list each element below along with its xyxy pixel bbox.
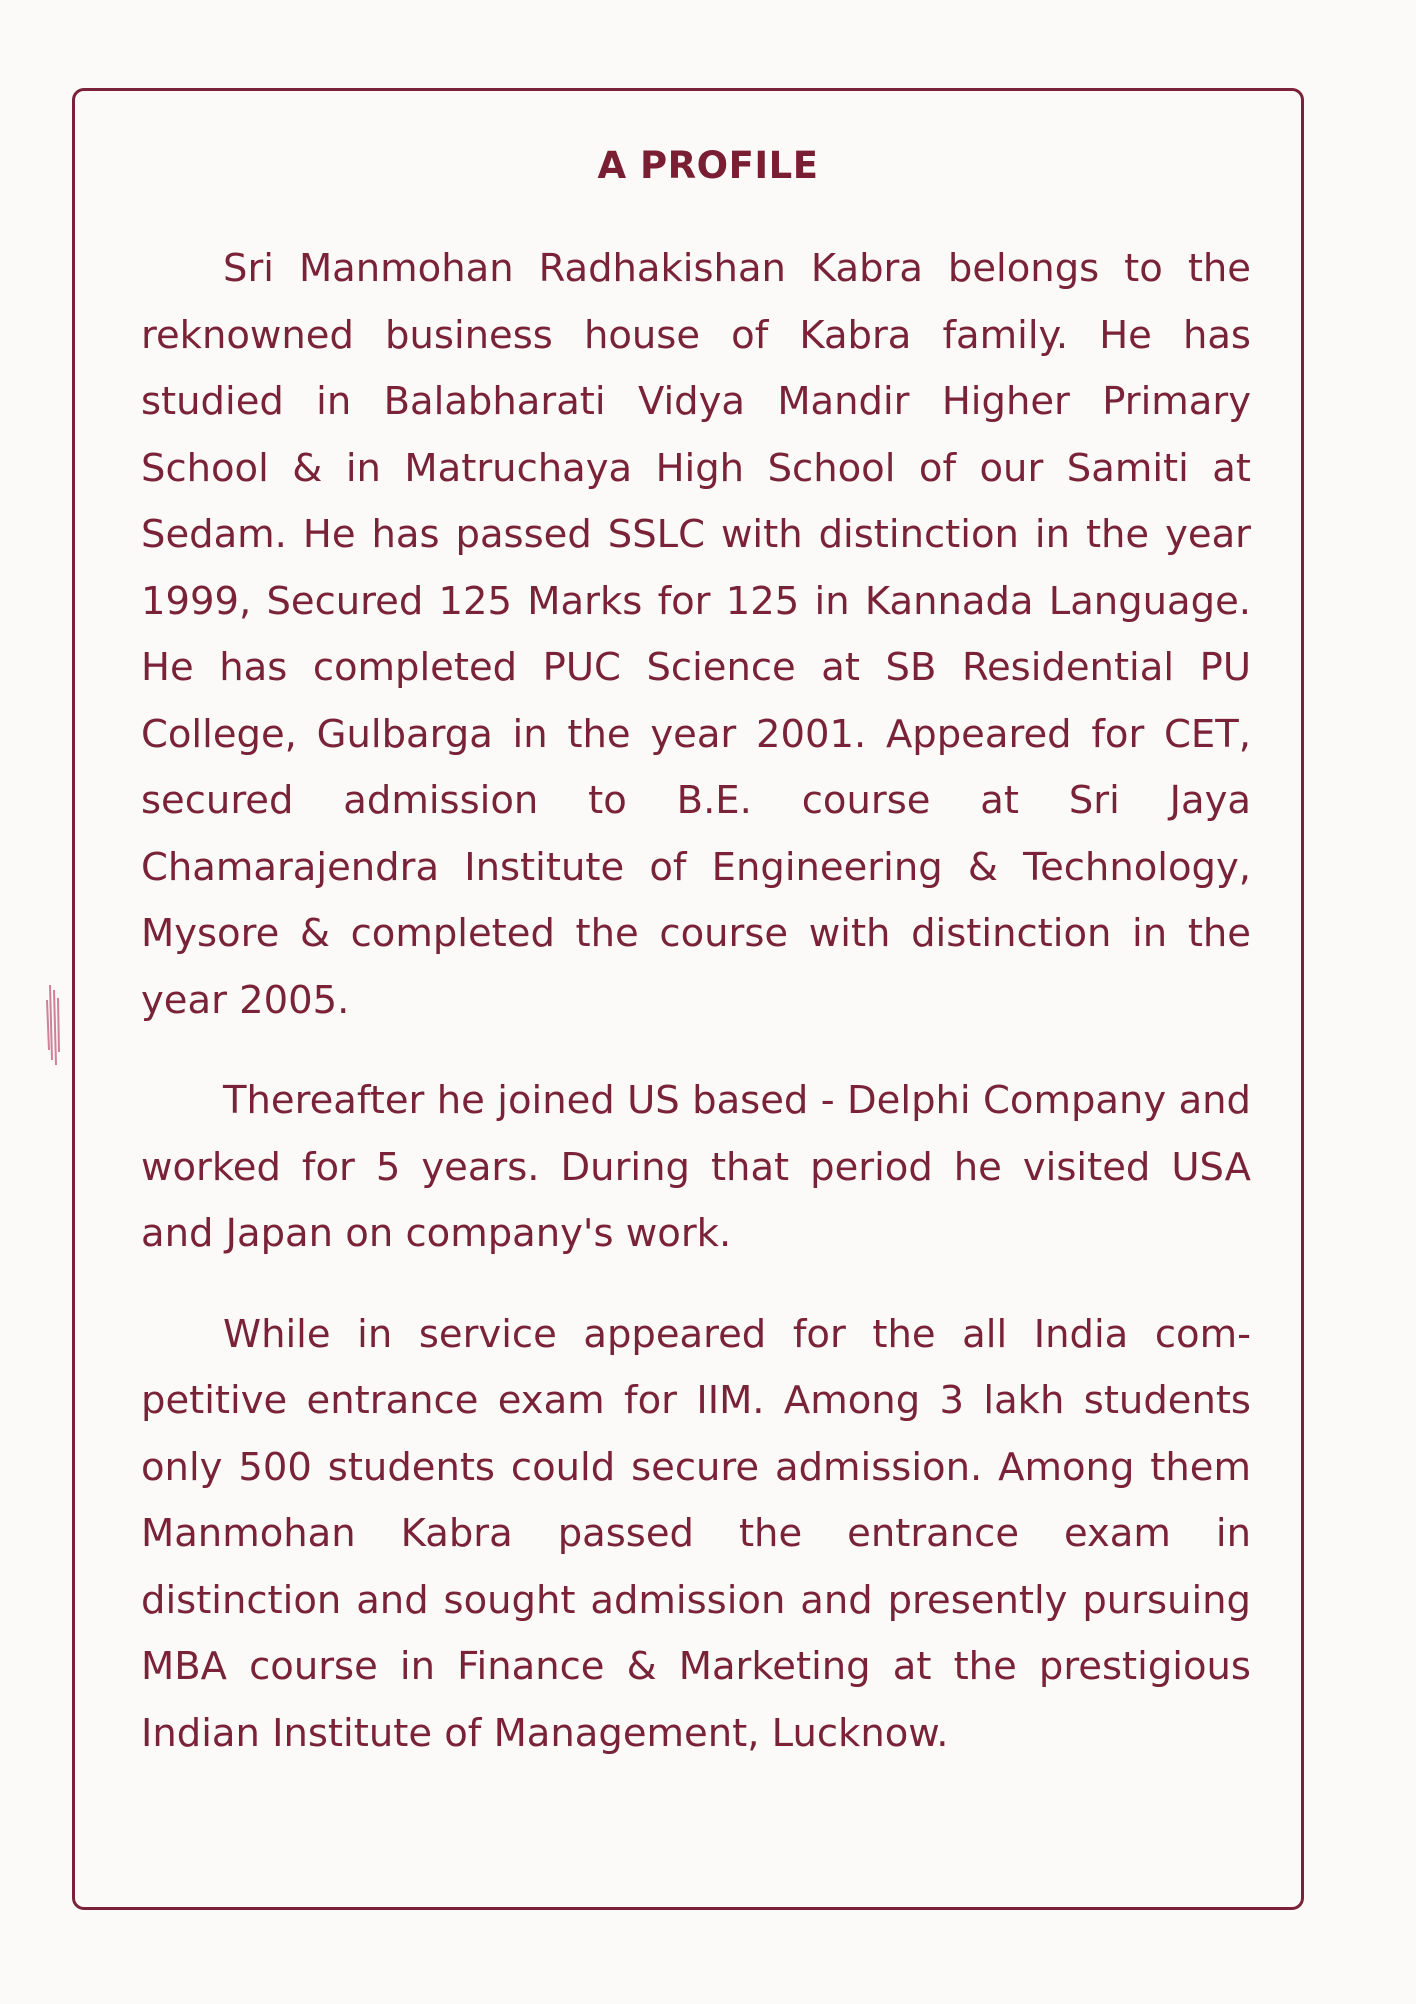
paragraph-career: Thereafter he joined US based - Delphi Company and worked for 5 years. During that period he visited USA and Japan on company's work. — [141, 1078, 1251, 1256]
paragraph-mba: While in service appeared for the all India com-petitive entrance exam for IIM. Among 3 lakh students only 500 students could secure admission. Among them Manmohan Kabra passed the entrance exam in distinction and sought admission and presently pursuing MBA course in Finance & Marketing at the prestigious Indian Institute of Management, Lucknow. — [141, 1311, 1251, 1756]
paragraph-education: Sri Manmohan Radhakishan Kabra belongs to the reknowned business house of Kabra family. He has studied in Balabharati Vidya Mandir Higher Primary School & in Matruchaya High School of our Samiti at Sedam. He has passed SSLC with distinction in the year 1999, Secured 125 Marks for 125 in Kannada Language. He has completed PUC Science at SB Residential PU College, Gulbarga in the year 2001. Appeared for CET, secured admission to B.E. course at Sri Jaya Chamarajendra Institute of Engineering & Technology, Mysore & completed the course with distinction in the year 2005. — [141, 246, 1251, 1023]
page-title: A PROFILE — [597, 144, 819, 187]
ink-mark — [40, 980, 66, 1070]
profile-body — [141, 236, 1251, 1767]
